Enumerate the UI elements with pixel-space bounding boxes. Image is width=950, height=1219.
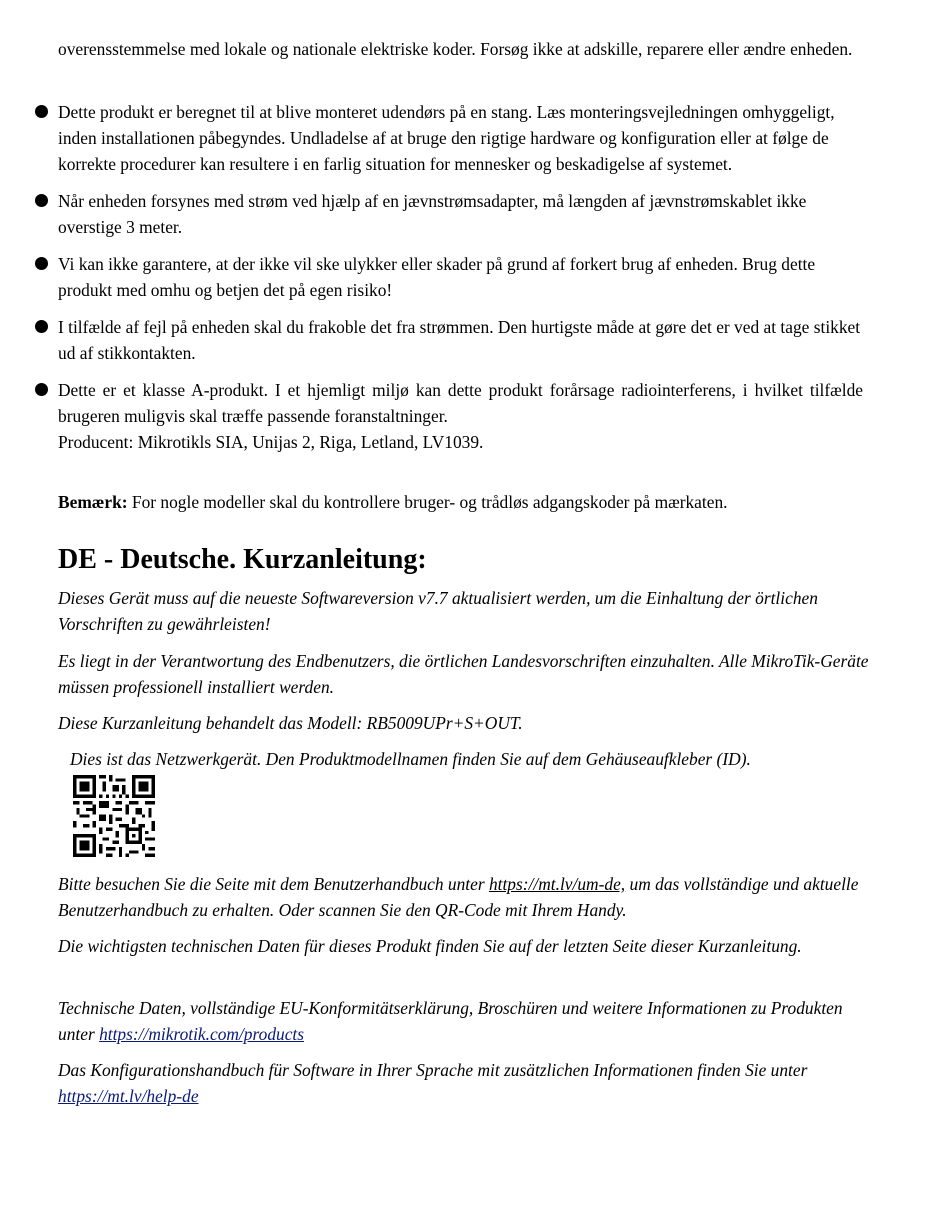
bullet-text: Vi kan ikke garantere, at der ikke vil ske ulykker eller skader på grund af forkert brug af enheden. Brug dette produkt med omhu og betjen det på egen risiko! (58, 254, 816, 300)
manual-text-before: Bitte besuchen Sie die Seite mit dem Benutzerhandbuch unter (58, 874, 489, 894)
safety-bullet-list (0, 99, 950, 466)
bullet-text: Dette produkt er beregnet til at blive monteret udendørs på en stang. Læs monteringsvejledningen omhyggeligt, inden installationen påbegyndes. Undladelse af at bruge den rigtige hardware og konfiguration eller at følge de korrekte procedurer kan resultere i en farlig situation for mennesker og beskadigelse af systemet. (58, 102, 835, 174)
de-paragraph-update: Dieses Gerät muss auf die neueste Softwareversion v7.7 aktualisiert werden, um die Einhaltung der örtlichen Vorschriften zu gewährleisten! (58, 588, 818, 634)
list-item (0, 377, 863, 455)
bullet-text: Dette er et klasse A-produkt. I et hjemligt miljø kan dette produkt forårsage radiointerferens, i hvilket tilfælde brugeren muligvis skal træffe passende foranstaltninger. (58, 380, 863, 426)
list-item (0, 188, 863, 240)
de-paragraph-device: Dies ist das Netzwerkgerät. Den Produktmodellnamen finden Sie auf dem Gehäuseaufkleber (ID). (70, 749, 751, 769)
bullet-text: Når enheden forsynes med strøm ved hjælp af en jævnstrømsadapter, må længden af jævnstrømskablet ikke overstige 3 meter. (58, 191, 807, 237)
products-link[interactable]: https://mikrotik.com/products (99, 1024, 305, 1044)
qr-code-icon (73, 775, 155, 857)
bullet-dot-icon (35, 257, 48, 270)
note-paragraph (58, 489, 878, 515)
note-text: For nogle modeller skal du kontrollere bruger- og trådløs adgangskoder på mærkaten. (127, 492, 728, 512)
de-paragraph-responsibility: Es liegt in der Verantwortung des Endbenutzers, die örtlichen Landesvorschriften einzuhalten. Alle MikroTik-Geräte müssen professionell installiert werden. (58, 651, 869, 697)
de-paragraph-help (58, 1057, 878, 1109)
manual-text-after: um das vollständige und aktuelle Benutzerhandbuch zu erhalten. Oder scannen Sie den QR-Code mit Ihrem Handy. (58, 874, 859, 920)
list-item (0, 251, 863, 303)
bullet-dot-icon (35, 194, 48, 207)
list-item (0, 314, 863, 366)
help-link[interactable]: https://mt.lv/help-de (58, 1086, 199, 1106)
user-manual-link[interactable]: https://mt.lv/um-de, (488, 874, 626, 894)
note-label: Bemærk: (58, 492, 128, 512)
continued-paragraph: overensstemmelse med lokale og nationale elektriske koder. Forsøg ikke at adskille, reparere eller ændre enheden. (58, 39, 853, 59)
de-paragraph-model: Diese Kurzanleitung behandelt das Modell: RB5009UPr+S+OUT. (58, 713, 523, 733)
section-heading-de: DE - Deutsche. Kurzanleitung: (58, 544, 427, 575)
help-text: Das Konfigurationshandbuch für Software in Ihrer Sprache mit zusätzlichen Informationen finden Sie unter (58, 1060, 808, 1080)
bullet-text: I tilfælde af fejl på enheden skal du frakoble det fra strømmen. Den hurtigste måde at gøre det er ved at tage stikket ud af stikkontakten. (58, 317, 861, 363)
products-text: Technische Daten, vollständige EU-Konformitätserklärung, Broschüren und weitere Informationen zu Produkten unter (58, 998, 843, 1044)
bullet-dot-icon (35, 383, 48, 396)
list-item (0, 99, 863, 177)
de-paragraph-manual (58, 871, 878, 923)
manufacturer-line: Producent: Mikrotikls SIA, Unijas 2, Riga, Letland, LV1039. (58, 432, 484, 452)
de-paragraph-products (58, 995, 878, 1047)
bullet-dot-icon (35, 105, 48, 118)
bullet-dot-icon (35, 320, 48, 333)
de-paragraph-specs: Die wichtigsten technischen Daten für dieses Produkt finden Sie auf der letzten Seite dieser Kurzanleitung. (58, 936, 802, 956)
